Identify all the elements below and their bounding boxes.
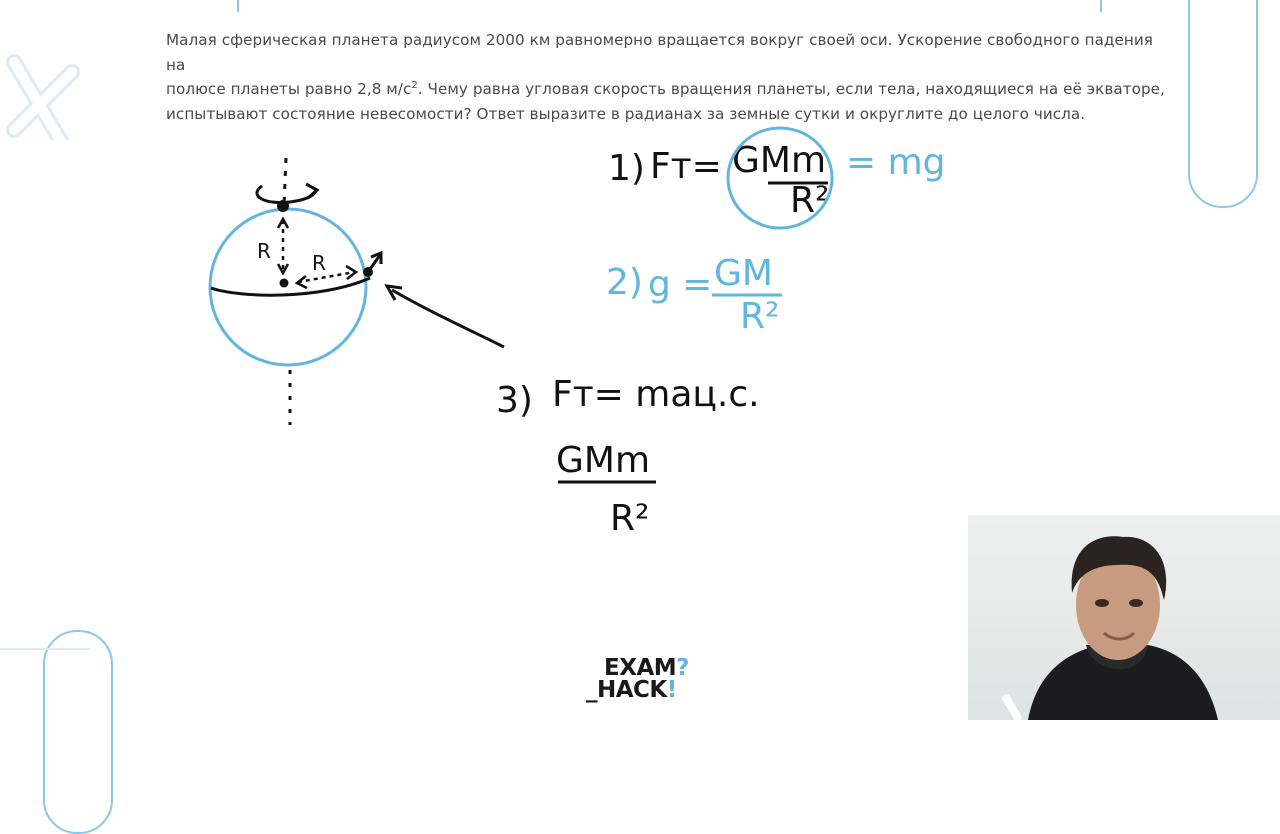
step-3-lhs: Fт= maц.с.: [552, 374, 760, 415]
step-1-lhs: Fт=: [650, 146, 722, 187]
step-2-denominator: R²: [740, 296, 780, 337]
rotation-arrow-icon: [257, 186, 316, 203]
logo-exclamation-mark: !: [666, 677, 677, 703]
problem-line-1: Малая сферическая планета радиусом 2000 км равномерно вращается вокруг своей оси. Ускорение свободного падения на: [166, 31, 1153, 74]
step-3-numerator: GMm: [556, 440, 651, 481]
step-2-number: 2): [606, 262, 643, 303]
logo-word-2: _HACK: [586, 677, 667, 703]
equator-line: [211, 278, 370, 295]
step-2-numerator: GM: [714, 253, 773, 294]
problem-line-2-start: полюсе планеты равно 2,8 м/с: [166, 80, 412, 98]
presenter-avatar: [968, 515, 1280, 720]
logo-line-2: [586, 678, 677, 702]
logo-question-mark: ?: [676, 655, 689, 681]
examhack-logo: [586, 655, 696, 705]
pointer-line: [392, 290, 504, 347]
step-1-equation: [608, 128, 946, 228]
step-3-number: 3): [496, 380, 533, 421]
step-2-lhs: g =: [648, 264, 713, 305]
planet-diagram: [210, 158, 504, 425]
step-1-number: 1): [608, 148, 645, 189]
problem-line-2-superscript: 2: [411, 79, 418, 91]
step-1-numerator: GMm: [732, 140, 827, 181]
rotation-arrowhead-icon: [306, 184, 317, 198]
pole-point: [277, 200, 289, 212]
velocity-arrow: [368, 255, 380, 272]
radius-label-vertical: R: [257, 239, 271, 263]
axis-dashed-top: [284, 158, 286, 205]
problem-line-2-end: . Чему равна угловая скорость вращения планеты, если тела, находящиеся на её экваторе,: [417, 80, 1165, 98]
step-2-equation: [606, 253, 782, 337]
step-3-denominator: R²: [610, 498, 650, 539]
webcam-video: [968, 515, 1280, 720]
step-1-rhs: = mg: [846, 142, 946, 183]
step-1-denominator: R²: [790, 180, 830, 221]
center-point: [280, 279, 289, 288]
radius-label-horizontal: R: [312, 251, 326, 275]
step-3-equation: [496, 374, 760, 539]
logo-word-1: EXAM: [604, 655, 677, 681]
problem-line-3: испытывают состояние невесомости? Ответ выразите в радианах за земные сутки и округлите до целого числа.: [166, 104, 1086, 123]
